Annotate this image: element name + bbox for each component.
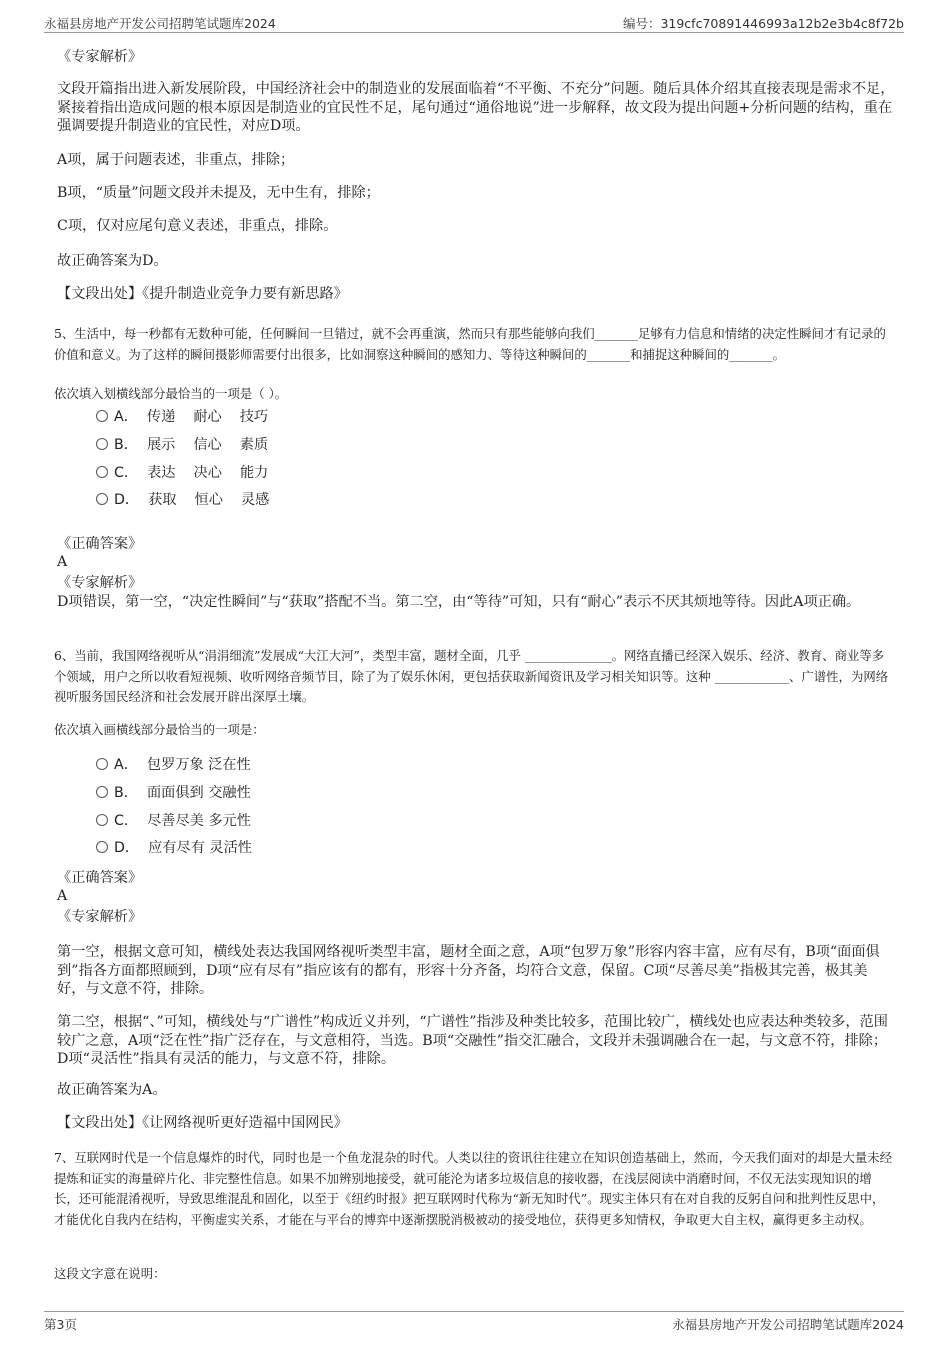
correct-answer-label: 《正确答案》 [57,536,143,552]
expert-analysis-label: 《专家解析》 [57,49,143,65]
option-label: D． 应有尽有 灵活性 [114,840,252,856]
analysis-paragraph: 第一空，根据文意可知，横线处表达我国网络视听类型丰富，题材全面之意，A项“包罗万象”形容内容丰富，应有尽有，B项“面面俱到”指各方面都照顾到，D项“应有尽有”指应该有的都有，形容十分齐备，均符合文意，保留。C项“尽善尽美”指极其完善，极其美好，与文意不符，排除。 [57,944,880,997]
option-b[interactable] [96,435,268,455]
page-header [44,10,904,33]
conclusion: 故正确答案为A。 [57,1082,167,1098]
source-citation: 【文段出处】《提升制造业竞争力要有新思路》 [57,286,348,302]
analysis-paragraph: 第二空，根据“、”可知，横线处与“广谱性”构成近义并列，“广谱性”指涉及种类比较多，范围比较广，横线处也应表达种类较多，范围较广之意，A项“泛在性”指广泛存在，与文意相符，当选。B项“交融性”指交汇融合，文段并未强调融合在一起，与文意不符，排除；D项“灵活性”指具有灵活的能力，与文意不符，排除。 [57,1014,888,1067]
analysis-option-a: A项，属于问题表述，非重点，排除； [57,152,295,168]
option-d[interactable] [96,490,269,510]
analysis-paragraph: 文段开篇指出进入新发展阶段，中国经济社会中的制造业的发展面临着“不平衡、不充分”问题。随后具体介绍其直接表现是需求不足，紧接着指出造成问题的根本原因是制造业的宜民性不足，尾句通过“通俗地说”进一步解释，故文段为提出问题+分析问题的结构，重在强调要提升制造业的宜民性，对应D项。 [57,81,895,134]
analysis-option-b: B项，“质量”问题文段并未提及，无中生有，排除； [57,185,380,201]
question-5-prompt: 依次填入划横线部分最恰当的一项是（ ）。 [54,386,288,401]
page-number: 第3页 [44,1317,77,1332]
source-citation: 【文段出处】《让网络视听更好造福中国网民》 [57,1115,348,1131]
footer-title: 永福县房地产开发公司招聘笔试题库2024 [672,1317,904,1332]
option-a[interactable] [96,407,268,427]
option-a[interactable] [96,755,251,775]
question-7-stem: 7、互联网时代是一个信息爆炸的时代，同时也是一个鱼龙混杂的时代。人类以往的资讯往往建立在知识创造基础上，然而，今天我们面对的却是大量未经提炼和证实的海量碎片化、非完整性信息。如果不加辨别地接受，就可能沦为诸多垃圾信息的接收器，在浅层阅读中消磨时间，不仅无法实现知识的增长，还可能混淆视听，导致思维混乱和固化，以至于《纽约时报》把互联网时代称为“新无知时代”。现实主体只有在对自我的反躬自问和批判性反思中，才能优化自我内在结构，平衡虚实关系，才能在与平台的博弈中逐渐摆脱消极被动的接受地位，获得更多知情权，争取更大自主权，赢得更多主动权。 [54,1150,893,1227]
radio-button-icon[interactable] [96,841,108,853]
option-label: C． 表达 决心 能力 [114,465,269,481]
radio-button-icon[interactable] [96,410,108,422]
option-label: A． 包罗万象 泛在性 [114,757,251,773]
option-label: B． 展示 信心 素质 [114,437,269,453]
expert-analysis-label: 《专家解析》 [57,909,143,925]
option-c[interactable] [96,811,251,831]
page-footer [44,1311,904,1336]
radio-button-icon[interactable] [96,493,108,505]
option-c[interactable] [96,463,268,483]
correct-answer-value: A [57,888,68,904]
radio-button-icon[interactable] [96,786,108,798]
analysis-option-c: C项，仅对应尾句意义表述，非重点，排除。 [57,218,338,234]
document-id: 编号：319cfc70891446993a12b2e3b4c8f72b [622,16,904,31]
question-7-prompt: 这段文字意在说明： [54,1266,166,1281]
expert-analysis-label: 《专家解析》 [57,575,143,591]
question-5-stem: 5、生活中，每一秒都有无数种可能，任何瞬间一旦错过，就不会再重演，然而只有那些能够向我们_______足够有力信息和情绪的决定性瞬间才有记录的价值和意义。为了这样的瞬间摄影师需要付出很多，比如洞察这种瞬间的感知力、等待这种瞬间的_______和捕捉这种瞬间的_______。 [54,326,886,362]
question-6-stem: 6、当前，我国网络视听从“涓涓细流”发展成“大江大河”，类型丰富，题材全面，几乎 ______________。网络直播已经深入娱乐、经济、教育、商业等多个领域，用户之所以收看短视频、收听网络音频节目，除了为了娱乐休闲，更包括获取新闻资讯及学习相关知识等。这种 ____________、广谱性，为网络视听服务国民经济和社会发展开辟出深厚土壤。 [54,648,889,704]
radio-button-icon[interactable] [96,438,108,450]
correct-answer-label: 《正确答案》 [57,870,143,886]
question-6-prompt: 依次填入画横线部分最恰当的一项是： [54,722,265,737]
correct-answer-value: A [57,554,68,570]
option-b[interactable] [96,783,251,803]
radio-button-icon[interactable] [96,466,108,478]
option-label: B． 面面俱到 交融性 [114,785,251,801]
option-label: A． 传递 耐心 技巧 [114,409,269,425]
radio-button-icon[interactable] [96,814,108,826]
option-label: D． 获取 恒心 灵感 [114,492,270,508]
radio-button-icon[interactable] [96,758,108,770]
conclusion: 故正确答案为D。 [57,253,168,269]
header-title: 永福县房地产开发公司招聘笔试题库2024 [44,16,276,31]
analysis-paragraph: D项错误，第一空，“决定性瞬间”与“获取”搭配不当。第二空，由“等待”可知，只有“耐心”表示不厌其烦地等待。因此A项正确。 [57,594,861,610]
option-label: C． 尽善尽美 多元性 [114,813,251,829]
option-d[interactable] [96,838,252,858]
